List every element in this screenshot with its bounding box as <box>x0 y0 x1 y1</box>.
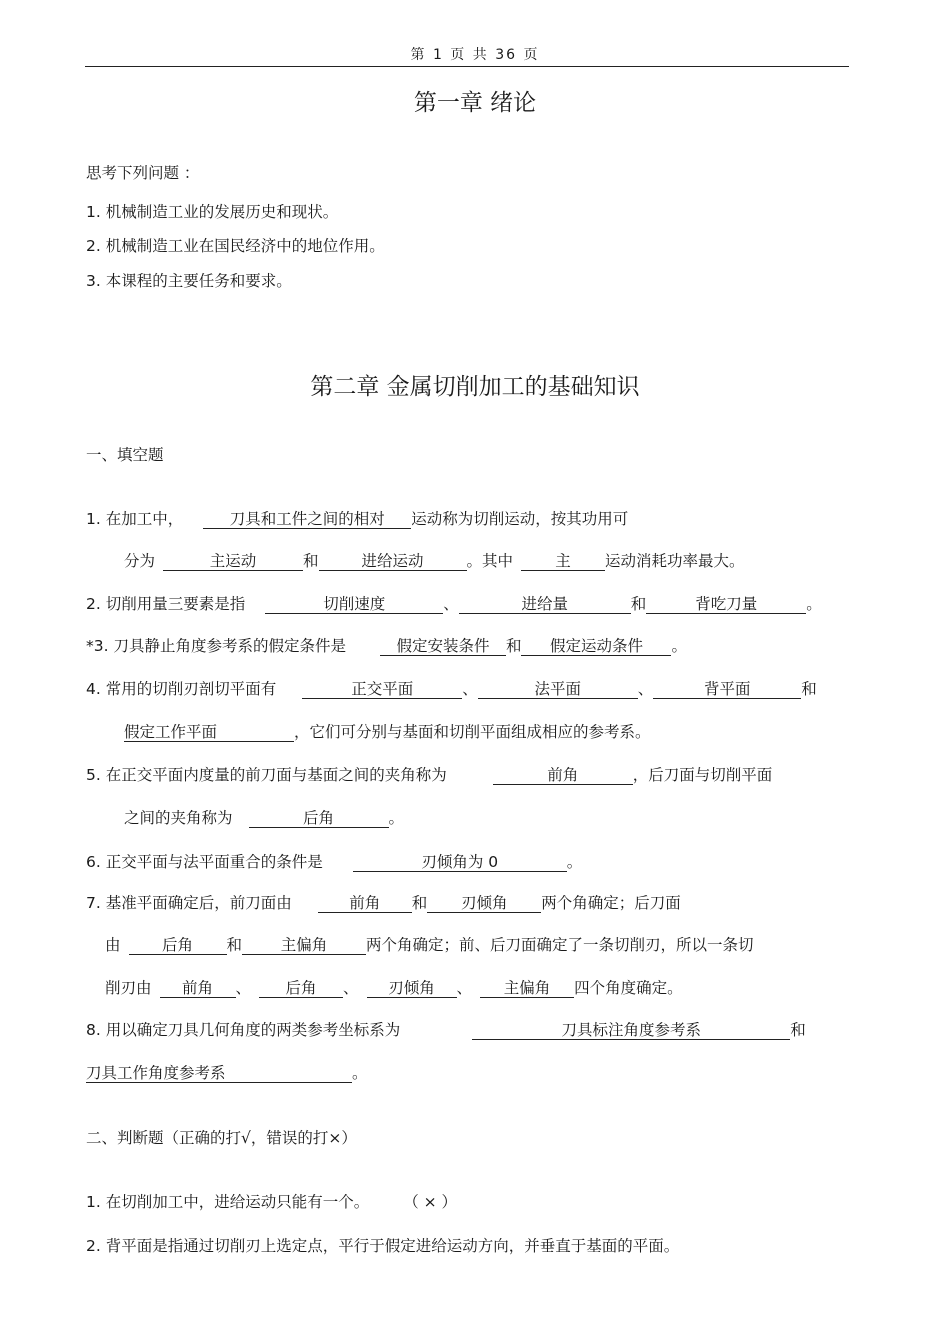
q4-answer-1: 正交平面 <box>302 680 462 699</box>
q4-sep-2: 、 <box>637 680 654 698</box>
q3-prefix: *3. 刀具静止角度参考系的假定条件是 <box>86 637 346 655</box>
q3-end: 。 <box>671 637 687 655</box>
question-5-line-1 <box>86 763 772 785</box>
q5-line2-prefix: 之间的夹角称为 <box>124 809 233 827</box>
q6-end: 。 <box>566 853 583 871</box>
q2-prefix: 2. 切削用量三要素是指 <box>86 595 246 613</box>
question-1-line-1 <box>86 507 628 529</box>
chapter-1-prompt: 思考下列问题 ： <box>86 164 200 182</box>
chapter-1-item: 3. 本课程的主要任务和要求。 <box>86 272 292 290</box>
q7-line2-prefix: 由 <box>105 936 121 954</box>
q1-middle-2: 。其中 <box>466 552 514 570</box>
q4-post: ，它们可分别与基面和切削平面组成相应的参考系。 <box>294 723 651 741</box>
q2-answer-1: 切削速度 <box>265 595 443 614</box>
q8-answer-2: 刀具工作角度参考系 <box>86 1064 352 1083</box>
q7-line3-post: 四个角度确定。 <box>574 979 683 997</box>
question-2 <box>86 592 822 614</box>
q3-answer-2: 假定运动条件 <box>521 637 671 656</box>
q1-middle: 运动称为切削运动，按其功用可 <box>411 510 629 528</box>
q1-prefix: 1. 在加工中， <box>86 510 184 528</box>
q7-answer-7: 刃倾角 <box>367 979 457 998</box>
question-6 <box>86 850 582 872</box>
q3-and: 和 <box>505 637 522 655</box>
header-rule <box>85 66 849 67</box>
page-header: 第 1 页 共 36 页 <box>410 47 540 63</box>
j1-text: 1. 在切削加工中，进给运动只能有一个。 <box>86 1193 370 1211</box>
section-fill-in-heading: 一、填空题 <box>86 446 164 464</box>
question-8-line-2 <box>86 1061 368 1083</box>
q4-and: 和 <box>801 680 817 698</box>
q2-sep: 、 <box>443 595 459 613</box>
q1-and: 和 <box>303 552 319 570</box>
q7-answer-8: 主偏角 <box>480 979 574 998</box>
q7-answer-5: 前角 <box>160 979 236 998</box>
q7-line2-post: 两个角确定；前、后刀面确定了一条切削刃，所以一条切 <box>366 936 754 954</box>
j1-mark: （ × ） <box>403 1193 458 1211</box>
question-5-line-2 <box>124 806 404 828</box>
chapter-1-title: 第一章 绪论 <box>413 90 537 116</box>
q4-answer-4: 假定工作平面 <box>124 723 294 742</box>
q1-answer-3: 进给运动 <box>319 552 467 571</box>
question-7-line-3 <box>105 976 683 998</box>
q7-and-1: 和 <box>411 894 428 912</box>
q2-and: 和 <box>630 595 647 613</box>
q4-sep-1: 、 <box>462 680 478 698</box>
question-7-line-2 <box>105 933 754 955</box>
q5-middle: ，后刀面与切削平面 <box>632 766 773 784</box>
q5-answer-2: 后角 <box>249 809 389 828</box>
q6-answer-1: 刃倾角为 0 <box>353 853 567 872</box>
q1-answer-1: 刀具和工件之间的相对 <box>203 510 411 529</box>
q5-prefix: 5. 在正交平面内度量的前刀面与基面之间的夹角称为 <box>86 766 447 784</box>
q7-and-2: 和 <box>226 936 243 954</box>
judgment-1 <box>86 1190 457 1212</box>
judgment-2: 2. 背平面是指通过切削刃上选定点，平行于假定进给运动方向，并垂直于基面的平面。 <box>86 1237 680 1255</box>
q7-post: 两个角确定；后刀面 <box>541 894 681 912</box>
q4-prefix: 4. 常用的切削刃剖切平面有 <box>86 680 277 698</box>
chapter-1-item: 1. 机械制造工业的发展历史和现状。 <box>86 203 339 221</box>
q4-answer-3: 背平面 <box>653 680 801 699</box>
q2-end: 。 <box>806 595 822 613</box>
question-1-line-2 <box>124 549 745 571</box>
section-true-false-heading: 二、判断题（正确的打√，错误的打×） <box>86 1129 357 1147</box>
q1-post: 运动消耗功率最大。 <box>605 552 745 570</box>
q8-and: 和 <box>790 1021 806 1039</box>
q5-end: 。 <box>388 809 405 827</box>
q7-prefix: 7. 基准平面确定后，前刀面由 <box>86 894 292 912</box>
q7-answer-4: 主偏角 <box>242 936 366 955</box>
q1-answer-4: 主 <box>521 552 605 571</box>
q2-answer-2: 进给量 <box>459 595 631 614</box>
q1-answer-2: 主运动 <box>163 552 303 571</box>
q7-answer-1: 前角 <box>318 894 412 913</box>
q7-answer-3: 后角 <box>129 936 227 955</box>
q1-line2-prefix: 分为 <box>124 552 156 570</box>
q5-answer-1: 前角 <box>493 766 633 785</box>
q2-answer-3: 背吃刀量 <box>646 595 806 614</box>
q7-sep-2: 、 <box>343 979 359 997</box>
question-3 <box>86 634 687 656</box>
chapter-2-title: 第二章 金属切削加工的基础知识 <box>310 374 640 400</box>
question-8-line-1 <box>86 1018 806 1040</box>
question-7-line-1 <box>86 891 681 913</box>
q8-prefix: 8. 用以确定刀具几何角度的两类参考坐标系为 <box>86 1021 401 1039</box>
q7-answer-2: 刃倾角 <box>427 894 541 913</box>
question-4-line-1 <box>86 677 817 699</box>
q7-answer-6: 后角 <box>259 979 343 998</box>
q6-prefix: 6. 正交平面与法平面重合的条件是 <box>86 853 323 871</box>
chapter-1-item: 2. 机械制造工业在国民经济中的地位作用。 <box>86 237 385 255</box>
q7-sep-3: 、 <box>456 979 473 997</box>
q3-answer-1: 假定安装条件 <box>380 637 506 656</box>
q4-answer-2: 法平面 <box>478 680 638 699</box>
q7-sep-1: 、 <box>235 979 252 997</box>
q8-answer-1: 刀具标注角度参考系 <box>472 1021 790 1040</box>
q8-end: 。 <box>352 1064 368 1082</box>
q7-line3-prefix: 削刃由 <box>105 979 152 997</box>
question-4-line-2 <box>124 720 651 742</box>
